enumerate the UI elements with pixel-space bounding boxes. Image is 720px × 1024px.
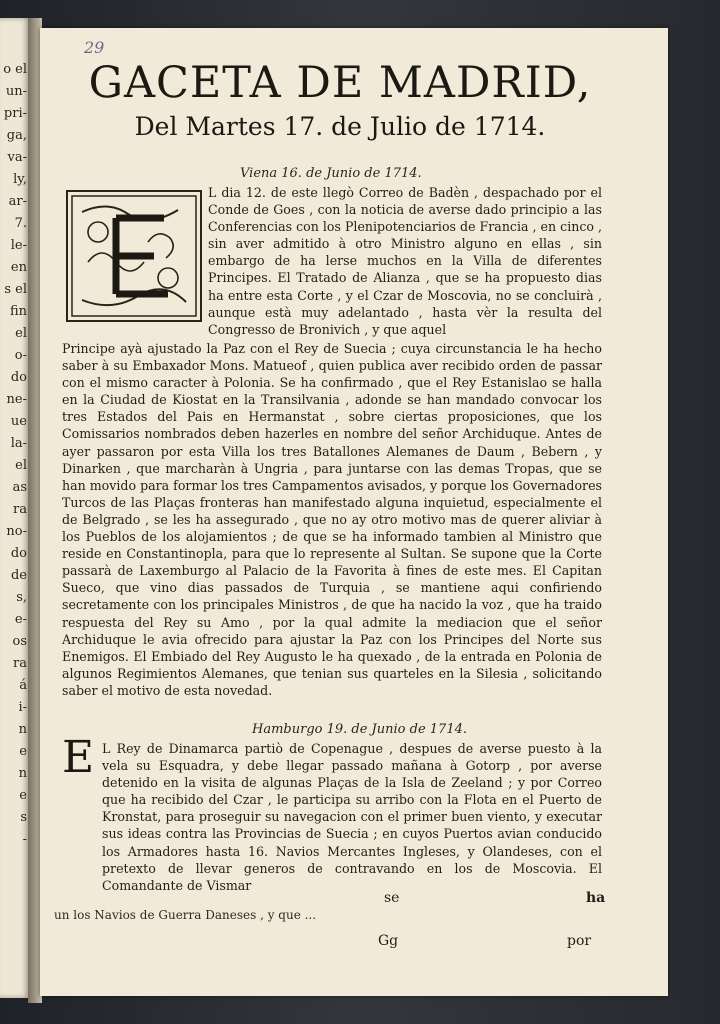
left-page-fragment: en [10,260,27,275]
left-page-fragment: 7. [14,216,27,231]
left-page-fragment: e [19,744,27,759]
catchword-mid: se [384,890,400,906]
catchword-right: ha [586,890,606,906]
left-page-fragment: á [19,678,27,693]
masthead-title: GACETA DE MADRID, [88,58,592,108]
left-page-fragment: e- [14,612,27,627]
left-page-fragment: o el [3,62,27,77]
left-page-fragment: o- [14,348,27,363]
left-page-fragment: ne- [6,392,27,407]
left-page-fragment: ga, [6,128,27,143]
left-page-fragment: el [15,458,27,473]
left-page-fragment: no- [6,524,27,539]
left-page-fragment: ue [10,414,27,429]
signature-mark: Gg [378,933,399,949]
catchword-bottom: por [567,933,592,949]
gazette-page [40,28,668,996]
left-page-fragment: un- [5,84,27,99]
left-page-fragment: as [12,480,27,495]
dateline-vienna: Viena 16. de Junio de 1714. [240,166,422,181]
left-page-fragment: le- [10,238,27,253]
left-page-fragment: s el [4,282,27,297]
drop-initial-e: E [62,732,95,783]
decorated-initial-e [66,190,202,322]
left-page-fragment: ra [13,502,27,517]
left-page-fragment: va- [7,150,27,165]
left-page-fragment: i- [18,700,27,715]
left-page-fragment: do [10,546,27,561]
ornamental-letter-icon [68,192,200,320]
left-page-fragment: ar- [8,194,27,209]
left-page-fragment: - [22,832,27,847]
left-page-fragment: fin [9,304,27,319]
article-vienna-part2: Principe ayà ajustado la Paz con el Rey de Suecia ; cuya circunstancia le ha hecho saber à su Embaxador Mons. Matueof , quien publica aver recibido orden de passar con el mismo caracter à Polonia. Se ha confirmado , que el Rey Estanislao se halla en la Ciudad de Kiostat en la Transilvania , adonde se han mandado convocar los tres Estados del Pais en Hermanstat , sobre ciertas proposiciones, que los Comissarios nombrados deben hazerles en nombre del señor Archiduque. Antes de ayer passaron por esta Villa los tres Batallones Alemanes de Daum , Bebern , y Dinarken , que marcharàn à Ungria , para juntarse con las demas Tropas, que se han movido para formar los tres Campamentos avisados, y porque los Governadores Turcos de las Plaças fronteras han manifestado alguna inquietud, especialmente el de Belgrado , se les ha assegurado , que no ay otro motivo mas de querer aliviar à los Pueblos de los alojamientos ; de que se ha informado tambien al Ministro que reside en Constantinopla, para que lo represente al Sultan. Se supone que la Corte passarà de Laxemburgo al Palacio de la Favorita à fines de este mes. El Capitan Sueco, que vino dias passados de Turquia , se mantiene aqui confiriendo secretamente con los principales Ministros , de que ha nacido la voz , que ha traido respuesta del Rey su Amo , por la qual admite la mediacion que el señor Archiduque le avia ofrecido para ajustar la Paz con los Principes del Norte sus Enemigos. El Embiado del Rey Augusto le ha quexado , de la entrada en Polonia de algunos Regimientos Alemanes, que tenian sus quarteles en la Silesia , solicitando saber el motivo de esta novedad. [62,341,602,698]
left-page-fragment: de [10,568,27,583]
left-page-fragment: s, [16,590,27,605]
article-hamburg: L Rey de Dinamarca partiò de Copenague , despues de averse puesto à la vela su Esquadra, y debe llegar passado mañana à Gotorp , por averse detenido en la visita de algunas Plaças de la Isla de Zeeland ; y por Correo que ha recibido del Czar , le participa su arribo con la Flota en el Puerto de Kronstat, para proseguir su navegacion con el primer buen viento, y executar sus ideas contra las Provincias de Suecia ; en cuyos Puertos avian conducido los Armadores hasta 16. Navios Mercantes Ingleses, y Olandeses, con el pretexto de llevar generos de contravando en los de Moscovia. El Comandante de Vismar [102,741,602,893]
left-page-fragment: os [12,634,27,649]
dateline-hamburg: Hamburgo 19. de Junio de 1714. [252,722,467,737]
left-page-edge [0,18,30,998]
left-page-fragment: n [18,722,27,737]
left-page-fragment: e [19,788,27,803]
left-page-fragment: el [15,326,27,341]
left-page-fragment: la- [10,436,27,451]
left-page-fragment: ra [13,656,27,671]
left-page-fragment: n [18,766,27,781]
left-page-fragment: ly, [13,172,27,187]
folio-number: 29 [84,38,105,57]
left-page-fragment: pri- [3,106,27,121]
left-page-fragment: do [10,370,27,385]
bleed-through-text: un los Navios de Guerra Daneses , y que ... [54,908,317,922]
article-vienna-part1: L dia 12. de este llegò Correo de Badèn , despachado por el Conde de Goes , con la noticia de averse dado principio a las Conferencias con los Plenipotenciarios de Francia , en cinco , sin aver admitido à otro Ministro alguno en ellas , sin embargo de ha lerse muchos en la Villa de diferentes Principes. El Tratado de Alianza , que se ha propuesto dias ha entre esta Corte , y el Czar de Moscovia, no se concluirà , aunque està muy adelantado , hasta vèr la resulta del Congresso de Bronivich , y que aquel [208,185,602,337]
issue-date: Del Martes 17. de Julio de 1714. [134,112,546,141]
left-page-fragment: s [20,810,27,825]
